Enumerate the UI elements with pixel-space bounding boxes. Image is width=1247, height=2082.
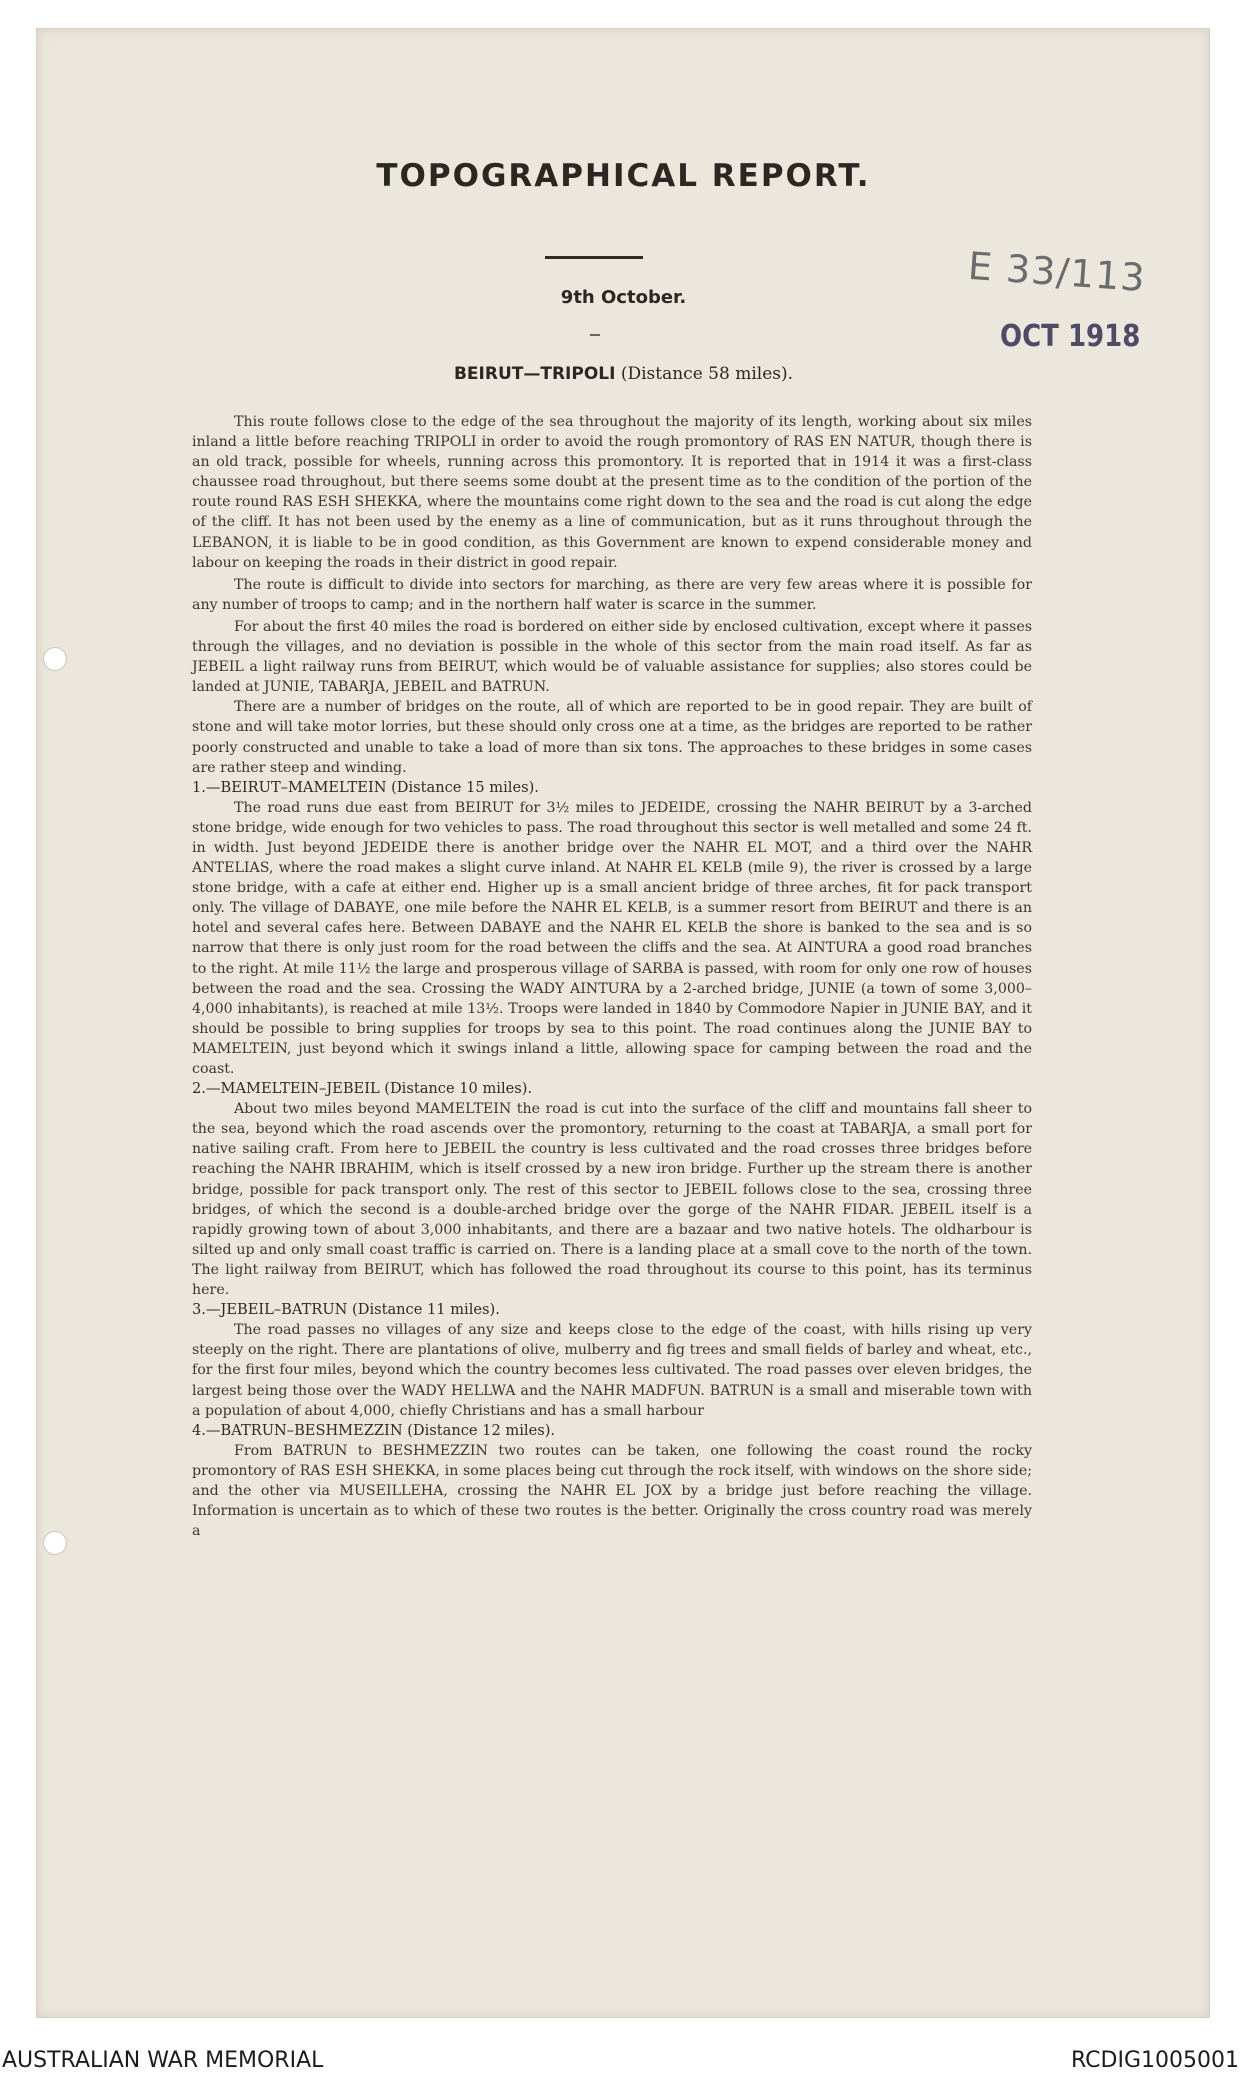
report-date: 9th October. — [560, 287, 687, 308]
punch-hole — [43, 647, 67, 671]
intro-paragraph: The route is difficult to divide into sectors for marching, as there are very few areas where it is possible for any number of troops to camp; and in the northern half water is scarce in the summer. — [192, 576, 1032, 613]
footer-id: RCDIG1005001 — [1070, 2048, 1239, 2073]
intro-paragraph: This route follows close to the edge of the sea throughout the majority of its length, working about six miles inland a little before reaching TRIPOLI in order to avoid the rough promontory of RAS EN NATUR, though there is an old track, possible for wheels, running across this promontory. It is reported that in 1914 it was a first-class chaussee road throughout, but there seems some doubt at the present time as to the condition of the portion of the route round RAS ESH SHEKKA, where the mountains come right down to the sea and the road is cut along the edge of the cliff. It has not been used by the enemy as a line of communication, but as it runs throughout through the LEBANON, it is liable to be in good condition, as this Government are known to expend considerable money and labour on keeping the roads in their district in good repair. — [192, 414, 1032, 571]
handwritten-reference: E 33/113 — [966, 243, 1148, 301]
section-body: The road passes no villages of any size and keeps close to the edge of the coast, with hills rising up very steeply on the right. There are plantations of olive, mulberry and fig trees and small fields of barley and wheat, etc., for the first four miles, beyond which the country becomes less cultivated. The road passes over eleven bridges, the largest being those over the WADY HELLWA and the NAHR MADFUN. BATRUN is a small and miserable town with a population of about 4,000, chiefly Christians and has a small harbour — [192, 1322, 1032, 1419]
section-heading: 2.—MAMELTEIN–JEBEIL (Distance 10 miles). — [192, 1080, 533, 1098]
section-heading: 1.—BEIRUT–MAMELTEIN (Distance 15 miles). — [192, 778, 539, 796]
date-stamp: OCT 1918 — [1000, 319, 1141, 355]
punch-hole — [43, 1531, 67, 1555]
section-heading: 4.—BATRUN–BESHMEZZIN (Distance 12 miles). — [192, 1421, 556, 1439]
footer-source: AUSTRALIAN WAR MEMORIAL — [2, 2048, 324, 2073]
section-body: From BATRUN to BESHMEZZIN two routes can be taken, one following the coast round the rocky promontory of RAS ESH SHEKKA, in some places being cut through the rock itself, with windows on the shore side; and the other via MUSEILLEHA, crossing the NAHR EL JOX by a bridge just before reaching the village. Information is uncertain as to which of these two routes is the better. Originally the cross country road was merely a — [192, 1442, 1032, 1540]
section-body: About two miles beyond MAMELTEIN the road is cut into the surface of the cliff and mountains fall sheer to the sea, beyond which the road ascends over the promontory, returning to the coast at TABARJA, a small port for native sailing craft. From here to JEBEIL the country is less cultivated and the road crosses three bridges before reaching the NAHR IBRAHIM, which is itself crossed by a new iron bridge. Further up the stream there is another bridge, possible for pack transport only. The rest of this sector to JEBEIL follows close to the sea, crossing three bridges, of which the second is a double-arched bridge over the gorge of the NAHR FIDAR. JEBEIL itself is a rapidly growing town of about 3,000 inhabitants, and there are a bazaar and two native hotels. The oldharbour is silted up and only small coast traffic is carried on. There is a landing place at a small cove to the north of the town. The light railway from BEIRUT, which has followed the road throughout its course to this point, has its terminus here. — [192, 1101, 1032, 1299]
route-distance: (Distance 58 miles). — [620, 364, 794, 384]
section-body: The road runs due east from BEIRUT for 3½ miles to JEDEIDE, crossing the NAHR BEIRUT by a 3-arched stone bridge, wide enough for two vehicles to pass. The road throughout this sector is well metalled and some 24 ft. in width. Just beyond JEDEIDE there is another bridge over the NAHR EL MOT, and a third over the NAHR ANTELIAS, where the road makes a slight curve inland. At NAHR EL KELB (mile 9), the river is crossed by a large stone bridge, with a cafe at either end. Higher up is a small ancient bridge of three arches, fit for pack transport only. The village of DABAYE, one mile before the NAHR EL KELB, is a summer resort from BEIRUT and there is an hotel and several cafes here. Between DABAYE and the NAHR EL KELB the shore is banked to the sea and is so narrow that there is only just room for the road between the cliffs and the sea. At AINTURA a good road branches to the right. At mile 11½ the large and prosperous village of SARBA is passed, with room for only one row of houses between the road and the sea. Crossing the WADY AINTURA by a 2-arched bridge, JUNIE (a town of some 3,000–4,000 inhabitants), is reached at mile 13½. Troops were landed in 1840 by Commodore Napier in JUNIE BAY, and it should be possible to bring supplies for troops by sea to this point. The road continues along the JUNIE BAY to MAMELTEIN, just beyond which it swings inland a little, allowing space for camping between the road and the coast. — [192, 799, 1032, 1077]
intro-paragraph: For about the first 40 miles the road is bordered on either side by enclosed cultivation, except where it passes through the villages, and no deviation is possible in the whole of this sector from the main road itself. As far as JEBEIL a light railway runs from BEIRUT, which would be of valuable assistance for supplies; also stores could be landed at JUNIE, TABARJA, JEBEIL and BATRUN. — [192, 618, 1032, 696]
section-heading: 3.—JEBEIL–BATRUN (Distance 11 miles). — [192, 1301, 500, 1319]
title-rule — [545, 256, 643, 259]
route-name: BEIRUT—TRIPOLI — [453, 364, 616, 384]
report-body — [192, 412, 1032, 1541]
intro-paragraph: There are a number of bridges on the route, all of which are reported to be in good repair. They are built of stone and will take motor lorries, but these should only cross one at a time, as the bridges are reported to be rather poorly constructed and unable to take a load of more than six tons. The approaches to these bridges in some cases are rather steep and winding. — [192, 699, 1032, 776]
date-dash — [590, 334, 600, 336]
report-title: TOPOGRAPHICAL REPORT. — [376, 158, 871, 194]
route-heading — [0, 364, 1247, 384]
